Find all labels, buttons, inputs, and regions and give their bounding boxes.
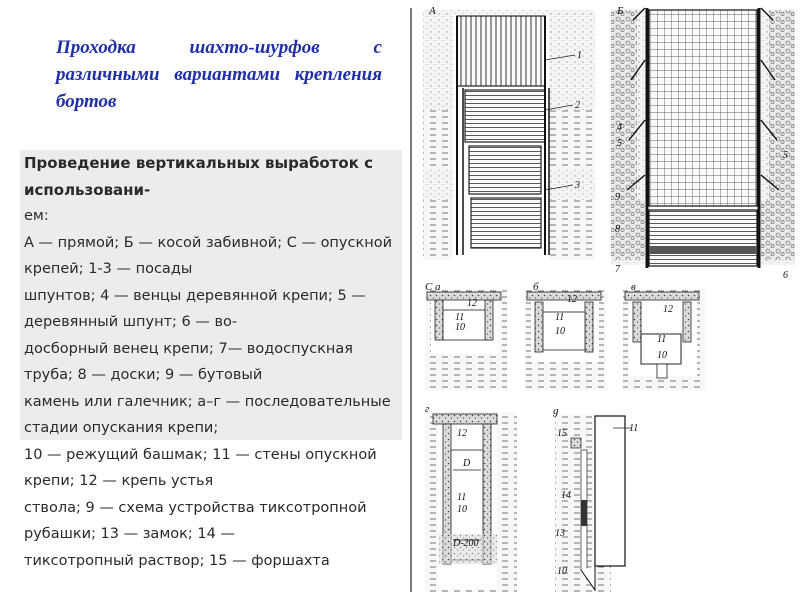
callout-label: 10: [657, 350, 667, 361]
callout-label: 15: [557, 428, 567, 439]
callout-label: 10: [457, 504, 467, 515]
callout-label: 11: [457, 492, 467, 503]
callout-label: 9: [615, 192, 620, 203]
callout-label: 5: [783, 150, 788, 161]
panel-label-c-b: б: [533, 281, 539, 293]
callout-label: 7: [615, 264, 620, 275]
caption-line: ствола; 9 — схема устройства тиксотропной рубашки; 13 — замок; 14 —: [24, 499, 367, 542]
panel-label-c-v: в: [631, 281, 636, 293]
callout-label: 11: [555, 312, 565, 323]
panel-c-g-drawing: [425, 412, 517, 592]
callout-label: 3: [575, 180, 580, 191]
caption-line: досборный венец крепи; 7— водоспускная труба; 8 — доски; 9 — бутовый: [24, 340, 353, 383]
callout-label: 12: [467, 298, 477, 309]
caption-line: ем:: [24, 208, 49, 224]
panel-label-c-g: г: [425, 403, 430, 415]
callout-label: 12: [663, 304, 673, 315]
shaft-drawings-figure: [405, 0, 800, 600]
callout-label: 12: [567, 294, 577, 305]
panel-b-drawing: [611, 8, 795, 270]
callout-label: 13: [555, 528, 565, 539]
callout-label: 14: [561, 490, 571, 501]
callout-label: 10: [557, 566, 567, 577]
callout-label: 8: [615, 224, 620, 235]
callout-label: 12: [457, 428, 467, 439]
panel-label-c-a: а: [435, 281, 441, 293]
callout-label: 5: [617, 138, 622, 149]
callout-label: 11: [629, 423, 639, 434]
callout-label: D-200: [453, 538, 479, 549]
callout-label: 1: [577, 50, 582, 61]
caption-heading: Проведение вертикальных выработок с использовани-: [24, 154, 374, 199]
panel-label-a: А: [429, 5, 436, 17]
callout-label: D: [463, 458, 471, 469]
caption-line: 10 — режущий башмак; 11 — стены опускной крепи; 12 — крепь устья: [24, 446, 377, 489]
slide-title: Проходка шахто-шурфов с различными вариантами крепления бортов: [56, 37, 382, 112]
caption-line: тиксотропный раствор; 15 — форшахта: [24, 552, 330, 569]
callout-label: 2: [575, 100, 580, 111]
panel-label-c-d: g: [553, 405, 559, 417]
caption-line: шпунтов; 4 — венцы деревянной крепи; 5 — деревянный шпунт; 6 — во-: [24, 287, 366, 330]
caption-line: камень или галечник; а–г — последовательные стадии опускания крепи;: [24, 393, 391, 436]
panel-a-drawing: [423, 10, 595, 260]
callout-label: 4: [617, 122, 622, 133]
callout-label: 11: [455, 312, 465, 323]
panel-label-c: С: [425, 281, 433, 293]
callout-label: 11: [657, 334, 667, 345]
caption-line: А — прямой; Б — косой забивной; С — опускной крепей; 1-3 — посады: [24, 234, 393, 277]
callout-label: 6: [783, 270, 788, 281]
panel-c-a-drawing: [425, 290, 507, 390]
figure-caption: [20, 150, 402, 569]
callout-label: 10: [555, 326, 565, 337]
callout-label: 10: [455, 322, 465, 333]
panel-c-b-drawing: [525, 290, 607, 390]
panel-label-b: Б: [617, 5, 624, 17]
